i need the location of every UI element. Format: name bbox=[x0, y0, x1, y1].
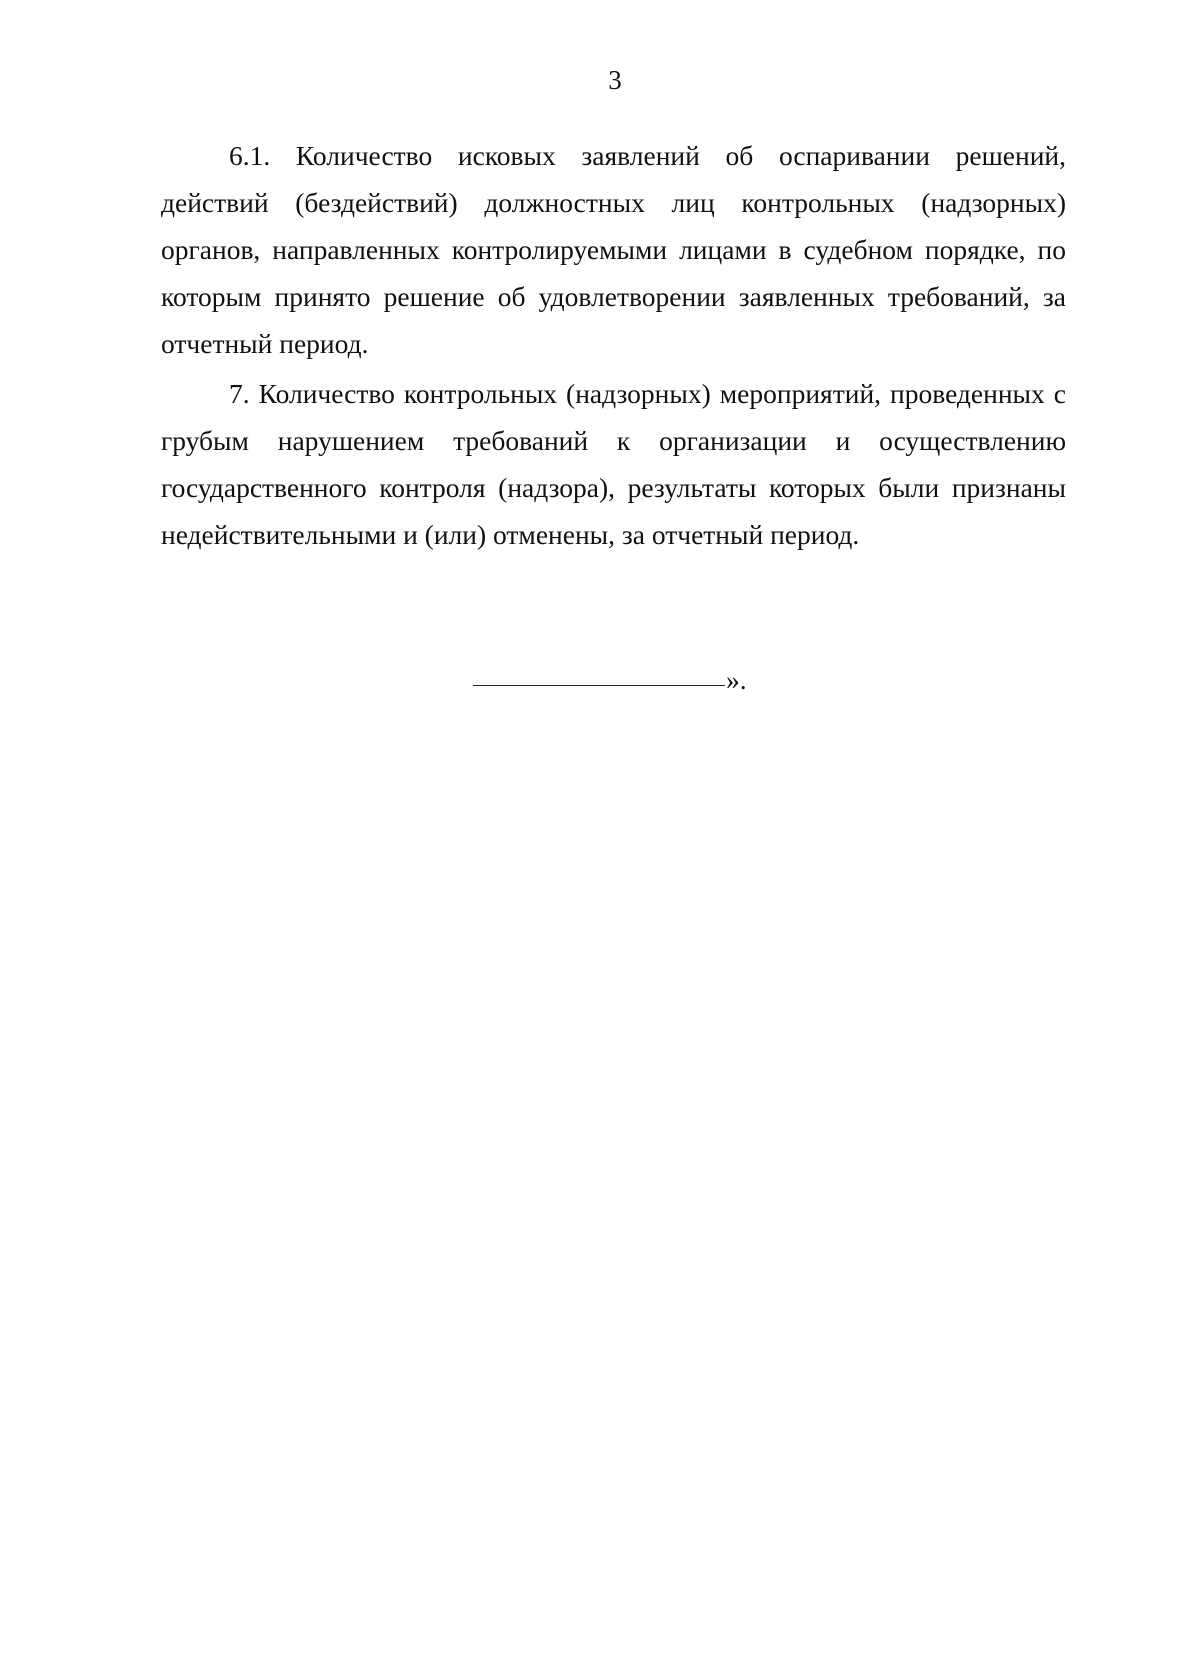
page-number: 3 bbox=[608, 65, 622, 95]
closing-rule bbox=[473, 685, 725, 686]
closing-line bbox=[473, 660, 793, 700]
closing-quote-mark: ». bbox=[726, 664, 747, 695]
paragraph-7: 7. Количество контрольных (надзорных) мероприятий, проведенных с грубым нарушением требований к организации и осуществлению государственного контроля (надзора), результаты которых были признаны недействительными и (или) отменены, за отчетный период. bbox=[161, 378, 1066, 550]
paragraph-6-1: 6.1. Количество исковых заявлений об оспаривании решений, действий (бездействий) должностных лиц контрольных (надзорных) органов, направленных контролируемыми лицами в судебном порядке, по которым принято решение об удовлетворении заявленных требований, за отчетный период. bbox=[161, 140, 1066, 359]
document-body bbox=[161, 132, 1066, 561]
